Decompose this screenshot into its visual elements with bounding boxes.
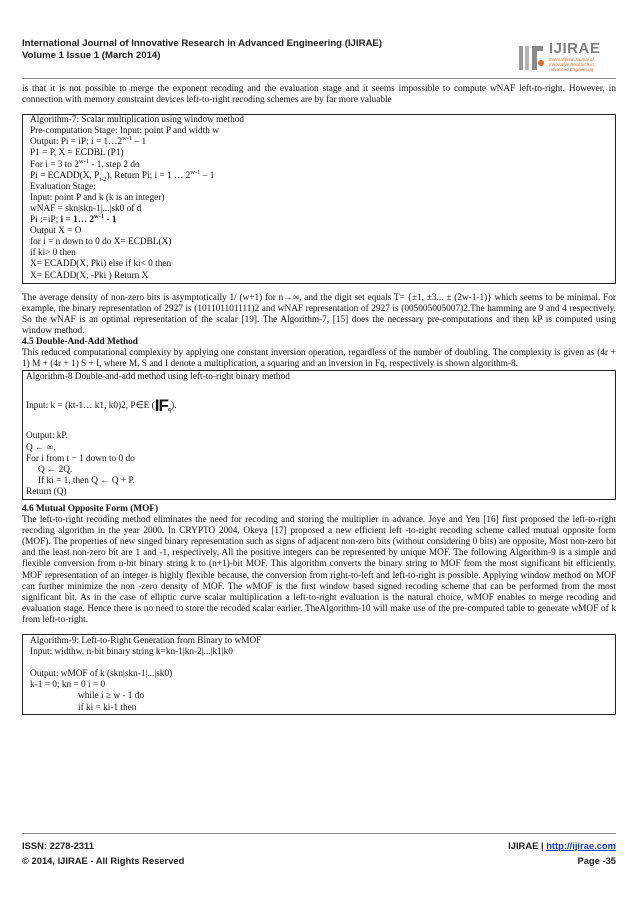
- algo7-eval-input: Input: point P and k (k is an integer): [30, 192, 165, 203]
- footer-rule: [22, 833, 616, 834]
- algo7-x-add-neg: X= ECADD(X, -Pki ) Return X: [30, 270, 149, 281]
- logo-tagline-line: International Journal of: [549, 57, 594, 62]
- text: i = 1… 2: [60, 215, 95, 226]
- algo7-precomp: Pre-computation Stage: Input: point P and width w: [30, 126, 219, 137]
- subscript: q: [167, 406, 172, 414]
- algo8-return: Return (Q): [26, 486, 67, 497]
- spacer: [30, 658, 609, 669]
- superscript: w-1: [190, 168, 201, 176]
- header-rule: [22, 78, 616, 79]
- algo7-for-i: [30, 157, 609, 171]
- text: Input: k = (kt-1… k1, k0)2, P∈E (: [26, 401, 155, 412]
- algo8-for: For i from t − 1 down to 0 do: [26, 453, 135, 464]
- algo8-q-init: Q ← ∞.: [26, 442, 56, 453]
- text: Pi :=iP;: [30, 215, 61, 226]
- algo9-init: k-1 = 0; kn = 0 i = 0: [30, 680, 106, 691]
- logo-tagline: [549, 57, 619, 72]
- page-number: Page -35: [577, 855, 616, 866]
- journal-title: International Journal of Innovative Research in Advanced Engineering (IJIRAE): [22, 38, 383, 49]
- text: For i = 3 to 2: [30, 159, 79, 170]
- spacer: [26, 412, 609, 423]
- ijirae-logo-mark-icon: [517, 43, 545, 73]
- journal-url-link[interactable]: http://ijirae.com: [546, 840, 616, 851]
- algo7-if-k: if ki> 0 then: [30, 248, 76, 259]
- superscript: w-1: [78, 157, 89, 165]
- subscript: i-2: [99, 175, 107, 183]
- algorithm-9-title: Algorithm-9: Left-to-Right Generation from Binary to wMOF: [30, 636, 262, 647]
- section-4-5-paragraph: This reduced computational complexity by applying one constant inversion operation, regardless of the number of doubling. The complexity is given as (4r + 1) M + (4r + 1) S + I, where M, S and I denote a multiplication, a squaring and an inversion in Fq, respectively is shown algorithm-8.: [22, 348, 616, 370]
- logo-tagline-line: Innovative Research in: [549, 62, 594, 67]
- algo9-input: Input: widthw, n-bit binary string k=kn-1|kn-2|...|k1|k0: [30, 647, 233, 658]
- algo7-p1: P1 = P, X = ECDBL (P1): [30, 148, 124, 159]
- algo8-input: [26, 396, 609, 416]
- algo8-if: If ki = 1, then Q ← Q + P.: [38, 475, 135, 486]
- section-4-5-heading: 4.5 Double-And-Add Method: [22, 336, 138, 347]
- superscript: w-1: [94, 212, 105, 220]
- article-body: [22, 84, 616, 715]
- section-4-6-heading: 4.6 Mutual Opposite Form (MOF): [22, 504, 159, 514]
- text: – 1: [132, 137, 147, 148]
- logo-name: IJIRAE: [549, 40, 601, 57]
- intro-paragraph: is that it is not possible to merge the exponent recoding and the evaluation stage and it seems impossible to compute wNAF left-to-right. However, in connection with memory constraint devices left-to-right recoding schemes are by far more valuable: [22, 84, 616, 106]
- algo7-wnaf: wNAF = skn|skn-1|...|sk0 of d: [30, 203, 142, 214]
- algorithm-7-box: [22, 114, 616, 283]
- algo7-eval-stage: Evaluation Stage:: [30, 181, 96, 192]
- algo8-q-double: Q ← 2Q.: [38, 464, 73, 475]
- algo7-for-n: for i = n down to 0 do X= ECDBL(X): [30, 237, 172, 248]
- footer-journal-link: [508, 840, 616, 851]
- journal-volume: Volume 1 Issue 1 (March 2014): [22, 50, 161, 61]
- algo8-output: Output: kP.: [26, 431, 68, 442]
- algo7-output-x: Output X = O: [30, 226, 82, 237]
- text: Pi = ECADD(X, P: [30, 170, 100, 181]
- finite-field-symbol: IF: [154, 396, 168, 416]
- algorithm-7-title: Algorithm-7: Scalar multiplication using window method: [30, 115, 245, 126]
- text: Output: Pi = iP; i = 1…2: [30, 137, 123, 148]
- algorithm-8-title: Algorithm-8 Double-and-add method using left-to-right binary method: [26, 372, 290, 383]
- algo7-output-pi: [30, 137, 609, 148]
- ijirae-logo: [517, 40, 617, 76]
- logo-tagline-line: Advanced Engineering: [549, 67, 594, 72]
- footer-issn: ISSN: 2278-2311: [22, 840, 94, 851]
- section-4-6-paragraph: The left-to-right recoding method eliminates the need for recoding and storing the multiplier in advance. Joye and Yen [16] first proposed the left-to-right recoding algorithm in the year 2000. In CRYPTO 2004, Okeya [17] proposed a new efficient left -to-right recoding scheme called mutual opposite form (MOF). The properties of new singed binary representation such as signs of adjacent non-zero bits (without considering 0 bits) are opposite, Most non-zero bit and the least non-zero bit are 1 and -1, respectively, All the positive integers can be represented by unique MOF. The following Algorithm-9 is a simple and flexible conversion from n-bit binary string k to (n+1)-bit MOF. This algorithm converts the binary string to MOF from the most significant bit efficiently. MOF representation of an integer is highly flexible because, the conversion from right-to-left and left-to-right is possible. Applying window method on MOF can further minimize the non -zero density of MOF. The wMOF is the first window based signed recoding scheme that can be performed from the most significant bit. As in the case of elliptic curve scalar multiplication a left-to-right evaluation is the natural choice, wMOF enables to merge recoding and evaluation stage. Hence there is no need to store the recoded scalar earlier. TheAlgorithm-10 will make use of the pre-computed table to generate wMOF of k from left-to-right.: [22, 515, 616, 625]
- text: ).: [171, 401, 177, 412]
- algorithm-8-box: [22, 370, 616, 500]
- text: - 1: [104, 215, 117, 226]
- algorithm-9-box: [22, 634, 616, 715]
- algo7-x-add: X= ECADD(X, Pki) else if ki< 0 then: [30, 259, 172, 270]
- footer-copyright: © 2014, IJIRAE - All Rights Reserved: [22, 855, 185, 866]
- spacer: [26, 383, 609, 394]
- density-paragraph: The average density of non-zero bits is asymptotically 1/ (w+1) for n→∞, and the digit set equals T= {±1, ±3... ± (2w-1-1)} which seems to be minimal. For example, the binary representation of 2927 is (101101101111)2 and wNAF representation of 2927 is (005005005007)2.The hamming are 9 and 4 respectively. So the wNAF is an optimal representation of the scalar [19]. The Algorithm-7, [15] does the necessary pre-computations and then kP is computed using window method.: [22, 292, 616, 336]
- text: – 1: [200, 170, 215, 181]
- text: ), Return Pi; i = 1 … 2: [106, 170, 191, 181]
- algo9-output: Output: wMOF of k (skn|skn-1|...|sk0): [30, 669, 173, 680]
- algo7-pi-line: [30, 168, 609, 183]
- algo9-while: while i ≥ w - 1 do: [78, 691, 145, 702]
- footer-journal-name: IJIRAE |: [508, 840, 547, 851]
- text: - 1, step 2 do: [89, 159, 140, 170]
- superscript: w-1: [122, 135, 133, 143]
- algo9-if: if ki = ki-1 then: [78, 702, 137, 713]
- journal-header: [22, 38, 382, 62]
- algo7-pi-ip: [30, 212, 609, 226]
